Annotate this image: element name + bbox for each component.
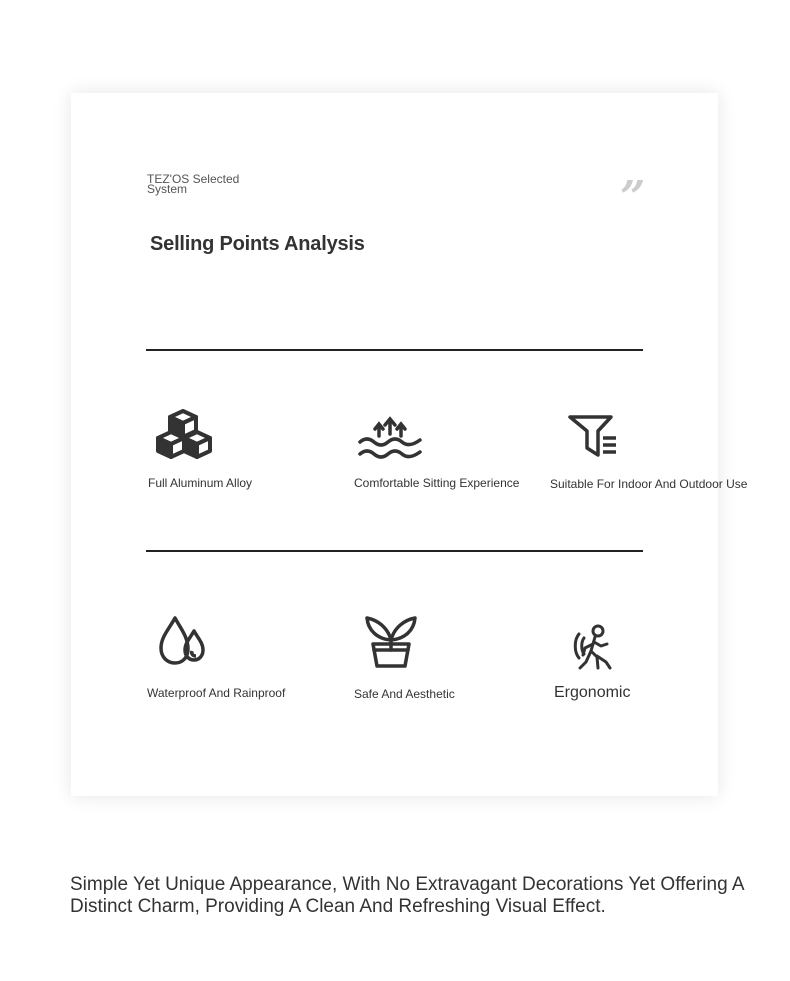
brand-label: TEZ'OS Selected System	[147, 172, 240, 196]
page-title: Selling Points Analysis	[150, 233, 365, 255]
tagline-text: Simple Yet Unique Appearance, With No Extravagant Decorations Yet Offering A Distinct Charm, Providing A Clean And Refreshing Visual Effect.	[70, 874, 744, 917]
potted-plant-icon	[364, 614, 418, 668]
water-drops-icon	[157, 615, 209, 667]
feature-label: Safe And Aesthetic	[354, 687, 455, 701]
middle-divider	[146, 550, 643, 552]
quote-mark-icon: ”	[620, 172, 646, 223]
feature-label: Comfortable Sitting Experience	[354, 476, 520, 490]
feature-label: Suitable For Indoor And Outdoor Use	[550, 477, 748, 491]
cubes-icon	[155, 408, 213, 460]
person-walking-icon	[571, 624, 617, 670]
funnel-list-icon	[567, 414, 619, 458]
feature-label: Full Aluminum Alloy	[148, 476, 253, 490]
feature-label: Ergonomic	[554, 684, 631, 701]
feature-label: Waterproof And Rainproof	[147, 686, 286, 700]
top-divider	[146, 349, 643, 351]
waves-arrows-icon	[358, 416, 422, 460]
